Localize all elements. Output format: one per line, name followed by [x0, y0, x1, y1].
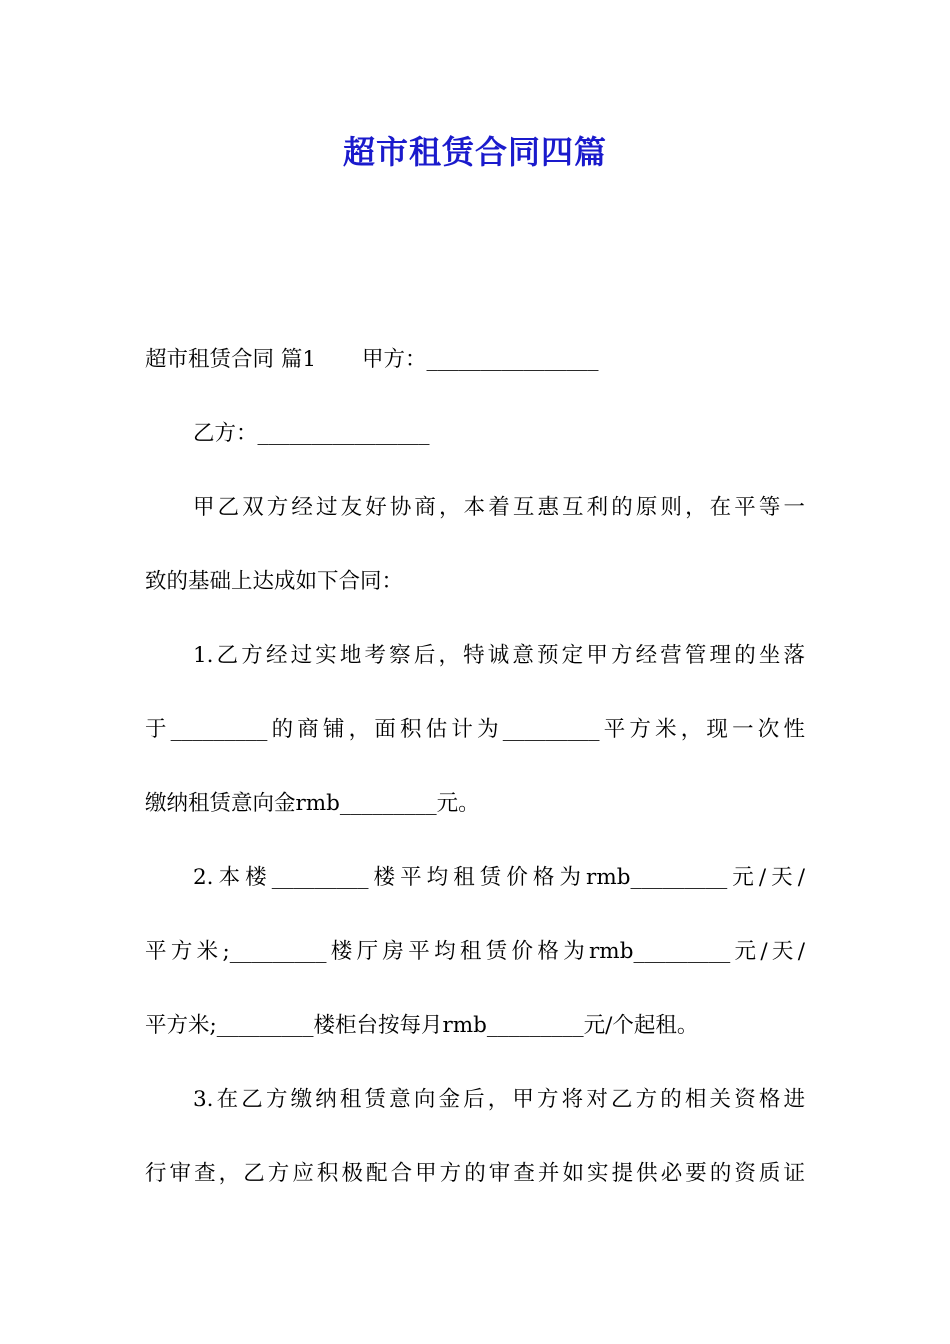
paragraph-line: 平方米;_________楼厅房平均租赁价格为rmb_________元/天/ [145, 939, 805, 964]
paragraph-line: 甲乙双方经过友好协商，本着互惠互利的原则，在平等一 [193, 495, 805, 520]
paragraph-line: 于_________的商铺，面积估计为_________平方米，现一次性 [145, 717, 805, 742]
document-body [145, 323, 805, 1211]
paragraph-line: 1.乙方经过实地考察后，特诚意预定甲方经营管理的坐落 [193, 643, 805, 668]
paragraph-line: 缴纳租赁意向金rmb_________元。 [145, 791, 480, 816]
paragraph-line: 行审查，乙方应积极配合甲方的审查并如实提供必要的资质证 [145, 1161, 805, 1186]
paragraph-line: 致的基础上达成如下合同： [145, 569, 404, 594]
paragraph-line: 2.本楼_________楼平均租赁价格为rmb_________元/天/ [193, 865, 805, 890]
paragraph-line: 3.在乙方缴纳租赁意向金后，甲方将对乙方的相关资格进 [193, 1087, 805, 1112]
document-title: 超市租赁合同四篇 [342, 133, 607, 171]
paragraph-line: 平方米;_________楼柜台按每月rmb_________元/个起租。 [145, 1013, 699, 1038]
contract-heading: 超市租赁合同 篇1 [145, 347, 317, 372]
party-a-field: 甲方：________________ [362, 347, 599, 372]
paragraph-line [145, 323, 805, 397]
party-b-field: 乙方：________________ [193, 421, 430, 446]
